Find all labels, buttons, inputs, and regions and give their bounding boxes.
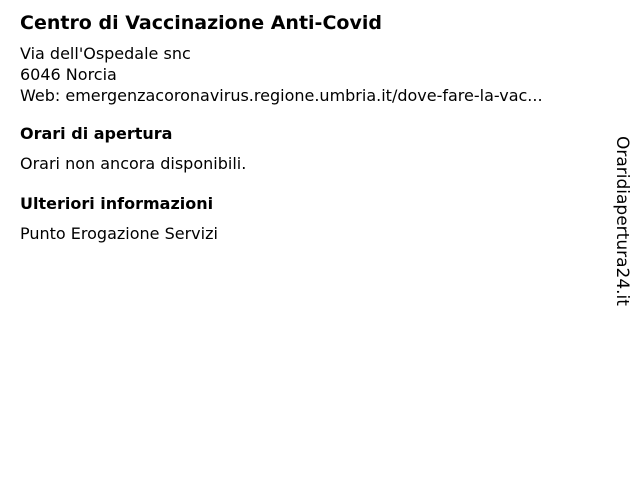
further-info-heading: Ulteriori informazioni bbox=[20, 194, 214, 213]
site-brand-vertical: Oraridiapertura24.it bbox=[612, 136, 632, 306]
opening-hours-text: Orari non ancora disponibili. bbox=[20, 154, 247, 173]
further-info-text: Punto Erogazione Servizi bbox=[20, 224, 218, 243]
opening-hours-heading: Orari di apertura bbox=[20, 124, 173, 143]
web-label: Web: bbox=[20, 86, 61, 105]
website-link[interactable]: emergenzacoronavirus.regione.umbria.it/dove-fare-la-vac... bbox=[65, 86, 543, 105]
place-title: Centro di Vaccinazione Anti-Covid bbox=[20, 12, 382, 34]
website-line bbox=[20, 85, 543, 106]
address-block bbox=[20, 43, 543, 106]
street-address: Via dell'Ospedale snc bbox=[20, 44, 191, 63]
city-address: 6046 Norcia bbox=[20, 65, 117, 84]
